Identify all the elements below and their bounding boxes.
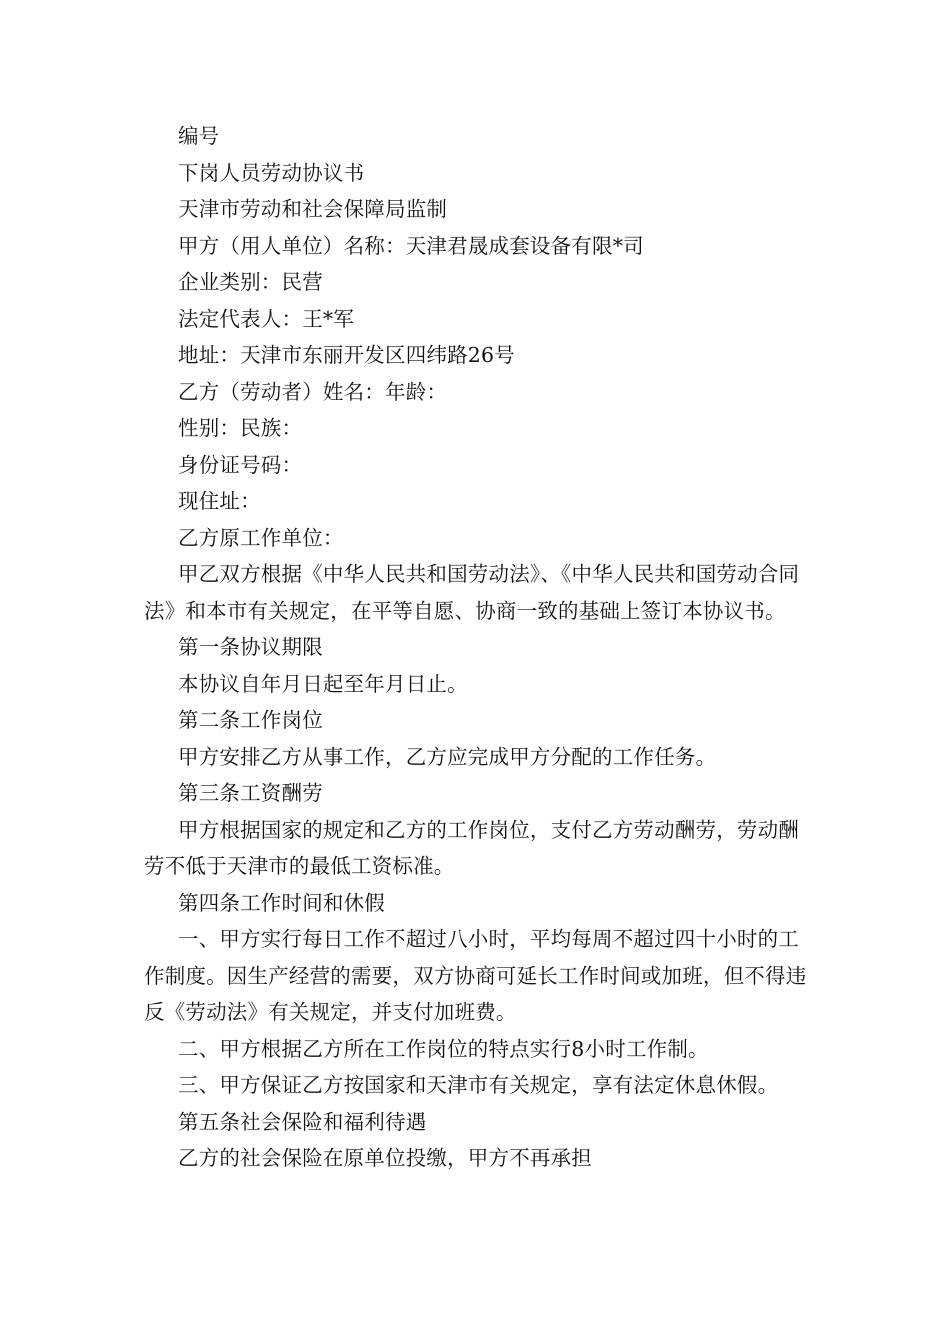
party-a-address: 地址：天津市东丽开发区四纬路26号: [178, 343, 515, 367]
article-5-text: 乙方的社会保险在原单位投缴，甲方不再承担: [178, 1146, 592, 1170]
article-1-heading: 第一条协议期限: [178, 635, 323, 659]
party-b-gender-ethnicity: 性别：民族：: [178, 416, 303, 440]
article-2-heading: 第二条工作岗位: [178, 708, 323, 732]
article-3-heading: 第三条工资酬劳: [178, 781, 323, 805]
enterprise-type: 企业类别：民营: [178, 270, 323, 294]
article-4-clause-2: 二、甲方根据乙方所在工作岗位的特点实行8小时工作制。: [178, 1036, 709, 1061]
party-a-name: 甲方（用人单位）名称：天津君晟成套设备有限*司: [178, 233, 644, 258]
article-2-text: 甲方安排乙方从事工作，乙方应完成甲方分配的工作任务。: [178, 744, 717, 769]
document-number-label: 编号: [178, 124, 220, 148]
party-b-id-number: 身份证号码：: [178, 452, 303, 477]
article-3-text: 甲方根据国家的规定和乙方的工作岗位，支付乙方劳动酬劳，劳动酬劳不低于天津市的最低工资标准。: [144, 817, 799, 878]
preamble-paragraph: 甲乙双方根据《中华人民共和国劳动法》、《中华人民共和国劳动合同法》和本市有关规定，在平等自愿、协商一致的基础上签订本协议书。: [144, 562, 800, 623]
document-body: [144, 118, 816, 1177]
article-5-heading: 第五条社会保险和福利待遇: [178, 1109, 427, 1134]
article-4-heading: 第四条工作时间和休假: [178, 890, 385, 915]
article-4-clause-1: 一、甲方实行每日工作不超过八小时，平均每周不超过四十小时的工作制度。因生产经营的需要，双方协商可延长工作时间或加班，但不得违反《劳动法》有关规定，并支付加班费。: [144, 927, 807, 1024]
party-b-name-age: 乙方（劳动者）姓名：年龄：: [178, 379, 448, 404]
legal-representative: 法定代表人：王*军: [178, 306, 355, 331]
document-title: 下岗人员劳动协议书: [178, 160, 365, 185]
party-b-original-employer: 乙方原工作单位：: [178, 525, 344, 550]
supervising-authority: 天津市劳动和社会保障局监制: [178, 197, 448, 221]
article-4-clause-3: 三、甲方保证乙方按国家和天津市有关规定，享有法定休息休假。: [178, 1073, 779, 1097]
article-1-text: 本协议自年月日起至年月日止。: [178, 671, 468, 696]
party-b-current-address: 现住址：: [178, 489, 261, 513]
